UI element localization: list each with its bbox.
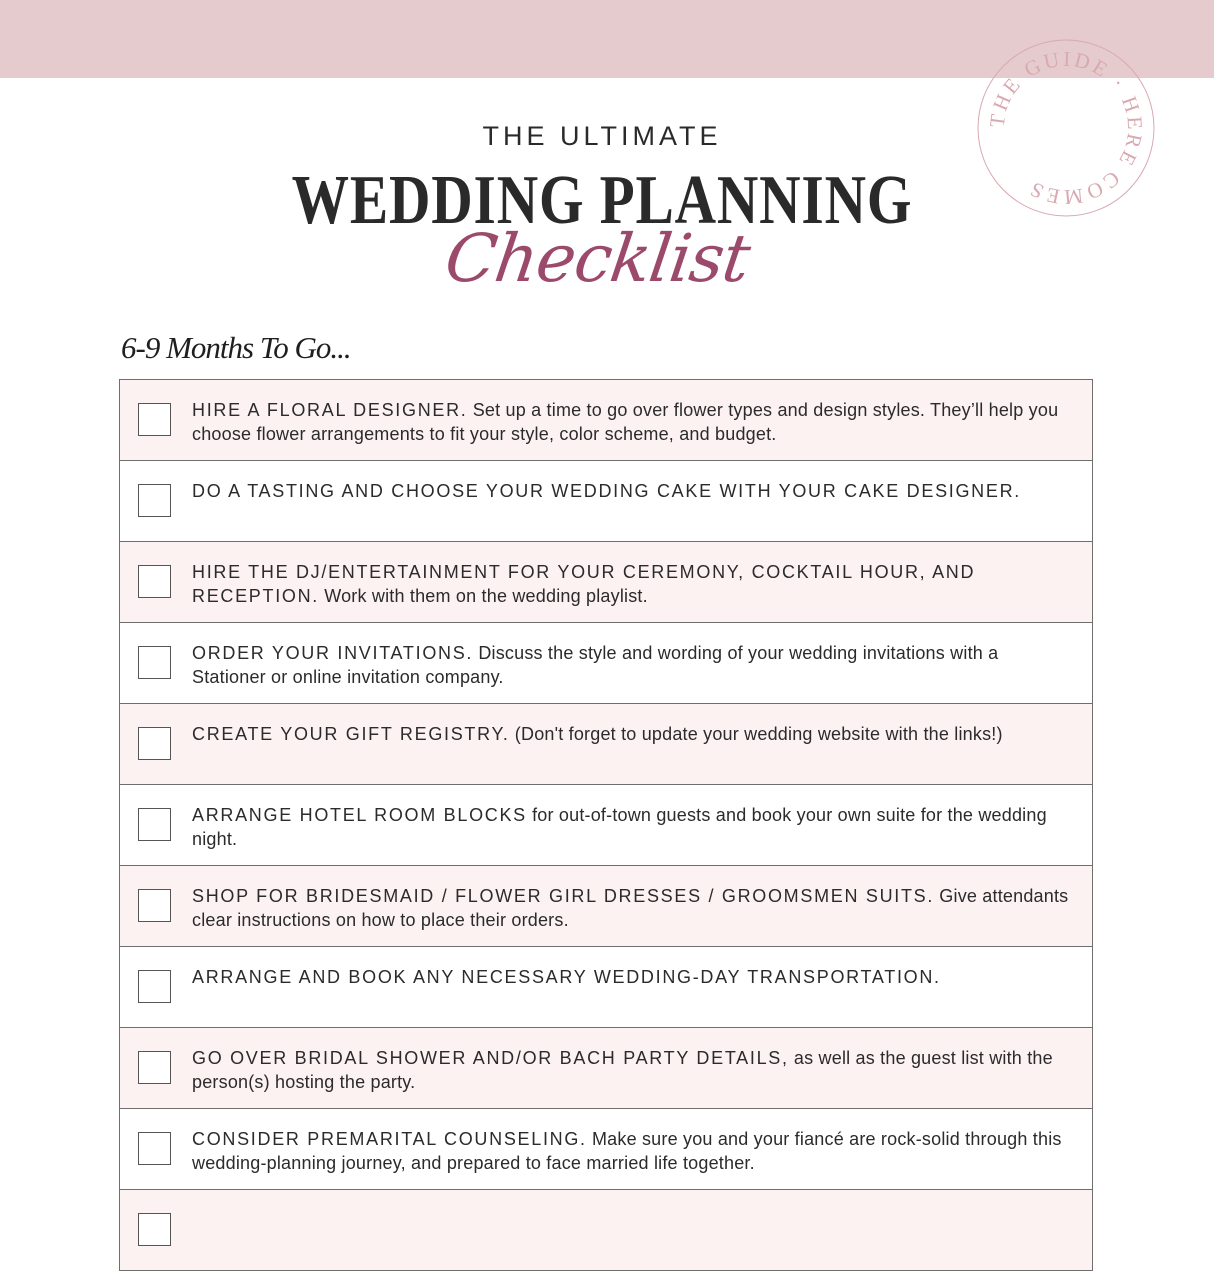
checklist-row xyxy=(119,947,1093,1028)
checklist-row xyxy=(119,623,1093,704)
title-script: Checklist xyxy=(440,220,755,297)
checklist-row xyxy=(119,461,1093,542)
checklist-item-text xyxy=(192,722,1072,746)
section-heading: 6-9 Months To Go... xyxy=(121,330,351,365)
item-lead: DO A TASTING AND CHOOSE YOUR WEDDING CAKE WITH YOUR CAKE DESIGNER. xyxy=(192,481,1021,501)
checklist-item-text xyxy=(192,479,1072,503)
checklist-item-text xyxy=(192,398,1072,446)
checklist-item-text xyxy=(192,560,1072,608)
checkbox[interactable] xyxy=(138,1051,171,1084)
checklist-row xyxy=(119,1028,1093,1109)
checklist-row xyxy=(119,542,1093,623)
checkbox[interactable] xyxy=(138,727,171,760)
item-lead: CREATE YOUR GIFT REGISTRY. xyxy=(192,724,510,744)
item-description: for out-of-town guests and book your own suite for the wedding night. xyxy=(192,805,1047,849)
item-description: Give attendants clear instructions on how to place their orders. xyxy=(192,886,1069,930)
checklist-item-text xyxy=(192,1046,1072,1094)
checkbox[interactable] xyxy=(138,646,171,679)
checklist-row xyxy=(119,704,1093,785)
item-lead: HIRE THE DJ/ENTERTAINMENT FOR YOUR CEREMONY, COCKTAIL HOUR, AND RECEPTION. xyxy=(192,562,976,606)
checklist-row xyxy=(119,1190,1093,1271)
checkbox[interactable] xyxy=(138,808,171,841)
item-lead: GO OVER BRIDAL SHOWER AND/OR BACH PARTY DETAILS, xyxy=(192,1048,789,1068)
item-description: as well as the guest list with the person(s) hosting the party. xyxy=(192,1048,1053,1092)
page-title: WEDDING PLANNING xyxy=(291,162,913,239)
checklist-item-text xyxy=(192,884,1072,932)
checklist-row xyxy=(119,866,1093,947)
checklist-item-text xyxy=(192,1127,1072,1175)
checklist-item-text xyxy=(192,803,1072,851)
checkbox[interactable] xyxy=(138,565,171,598)
checklist xyxy=(119,379,1093,1271)
item-description: Discuss the style and wording of your wedding invitations with a Stationer or online invitation company. xyxy=(192,643,999,687)
checkbox[interactable] xyxy=(138,970,171,1003)
item-description: Work with them on the wedding playlist. xyxy=(319,586,648,606)
seal-text: THE GUIDE · HERE COMES xyxy=(984,46,1148,210)
item-lead: CONSIDER PREMARITAL COUNSELING. xyxy=(192,1129,587,1149)
checkbox[interactable] xyxy=(138,403,171,436)
checklist-row xyxy=(119,380,1093,461)
item-lead: ORDER YOUR INVITATIONS. xyxy=(192,643,474,663)
item-lead: ARRANGE AND BOOK ANY NECESSARY WEDDING-DAY TRANSPORTATION. xyxy=(192,967,941,987)
checklist-row xyxy=(119,1109,1093,1190)
checkbox[interactable] xyxy=(138,1213,171,1246)
item-lead: ARRANGE HOTEL ROOM BLOCKS xyxy=(192,805,527,825)
checklist-item-text xyxy=(192,641,1072,689)
checkbox[interactable] xyxy=(138,1132,171,1165)
title-eyebrow: THE ULTIMATE xyxy=(482,121,722,151)
item-description: Make sure you and your fiancé are rock-solid through this wedding-planning journey, and prepared to face married life together. xyxy=(192,1129,1062,1173)
checklist-item-text xyxy=(192,965,1072,989)
item-description: (Don't forget to update your wedding website with the links!) xyxy=(509,724,1003,744)
item-lead: HIRE A FLORAL DESIGNER. xyxy=(192,400,468,420)
item-description: Set up a time to go over flower types and design styles. They’ll help you choose flower arrangements to fit your style, color scheme, and budget. xyxy=(192,400,1059,444)
checkbox[interactable] xyxy=(138,889,171,922)
item-lead: SHOP FOR BRIDESMAID / FLOWER GIRL DRESSES / GROOMSMEN SUITS. xyxy=(192,886,935,906)
checklist-row xyxy=(119,785,1093,866)
checkbox[interactable] xyxy=(138,484,171,517)
